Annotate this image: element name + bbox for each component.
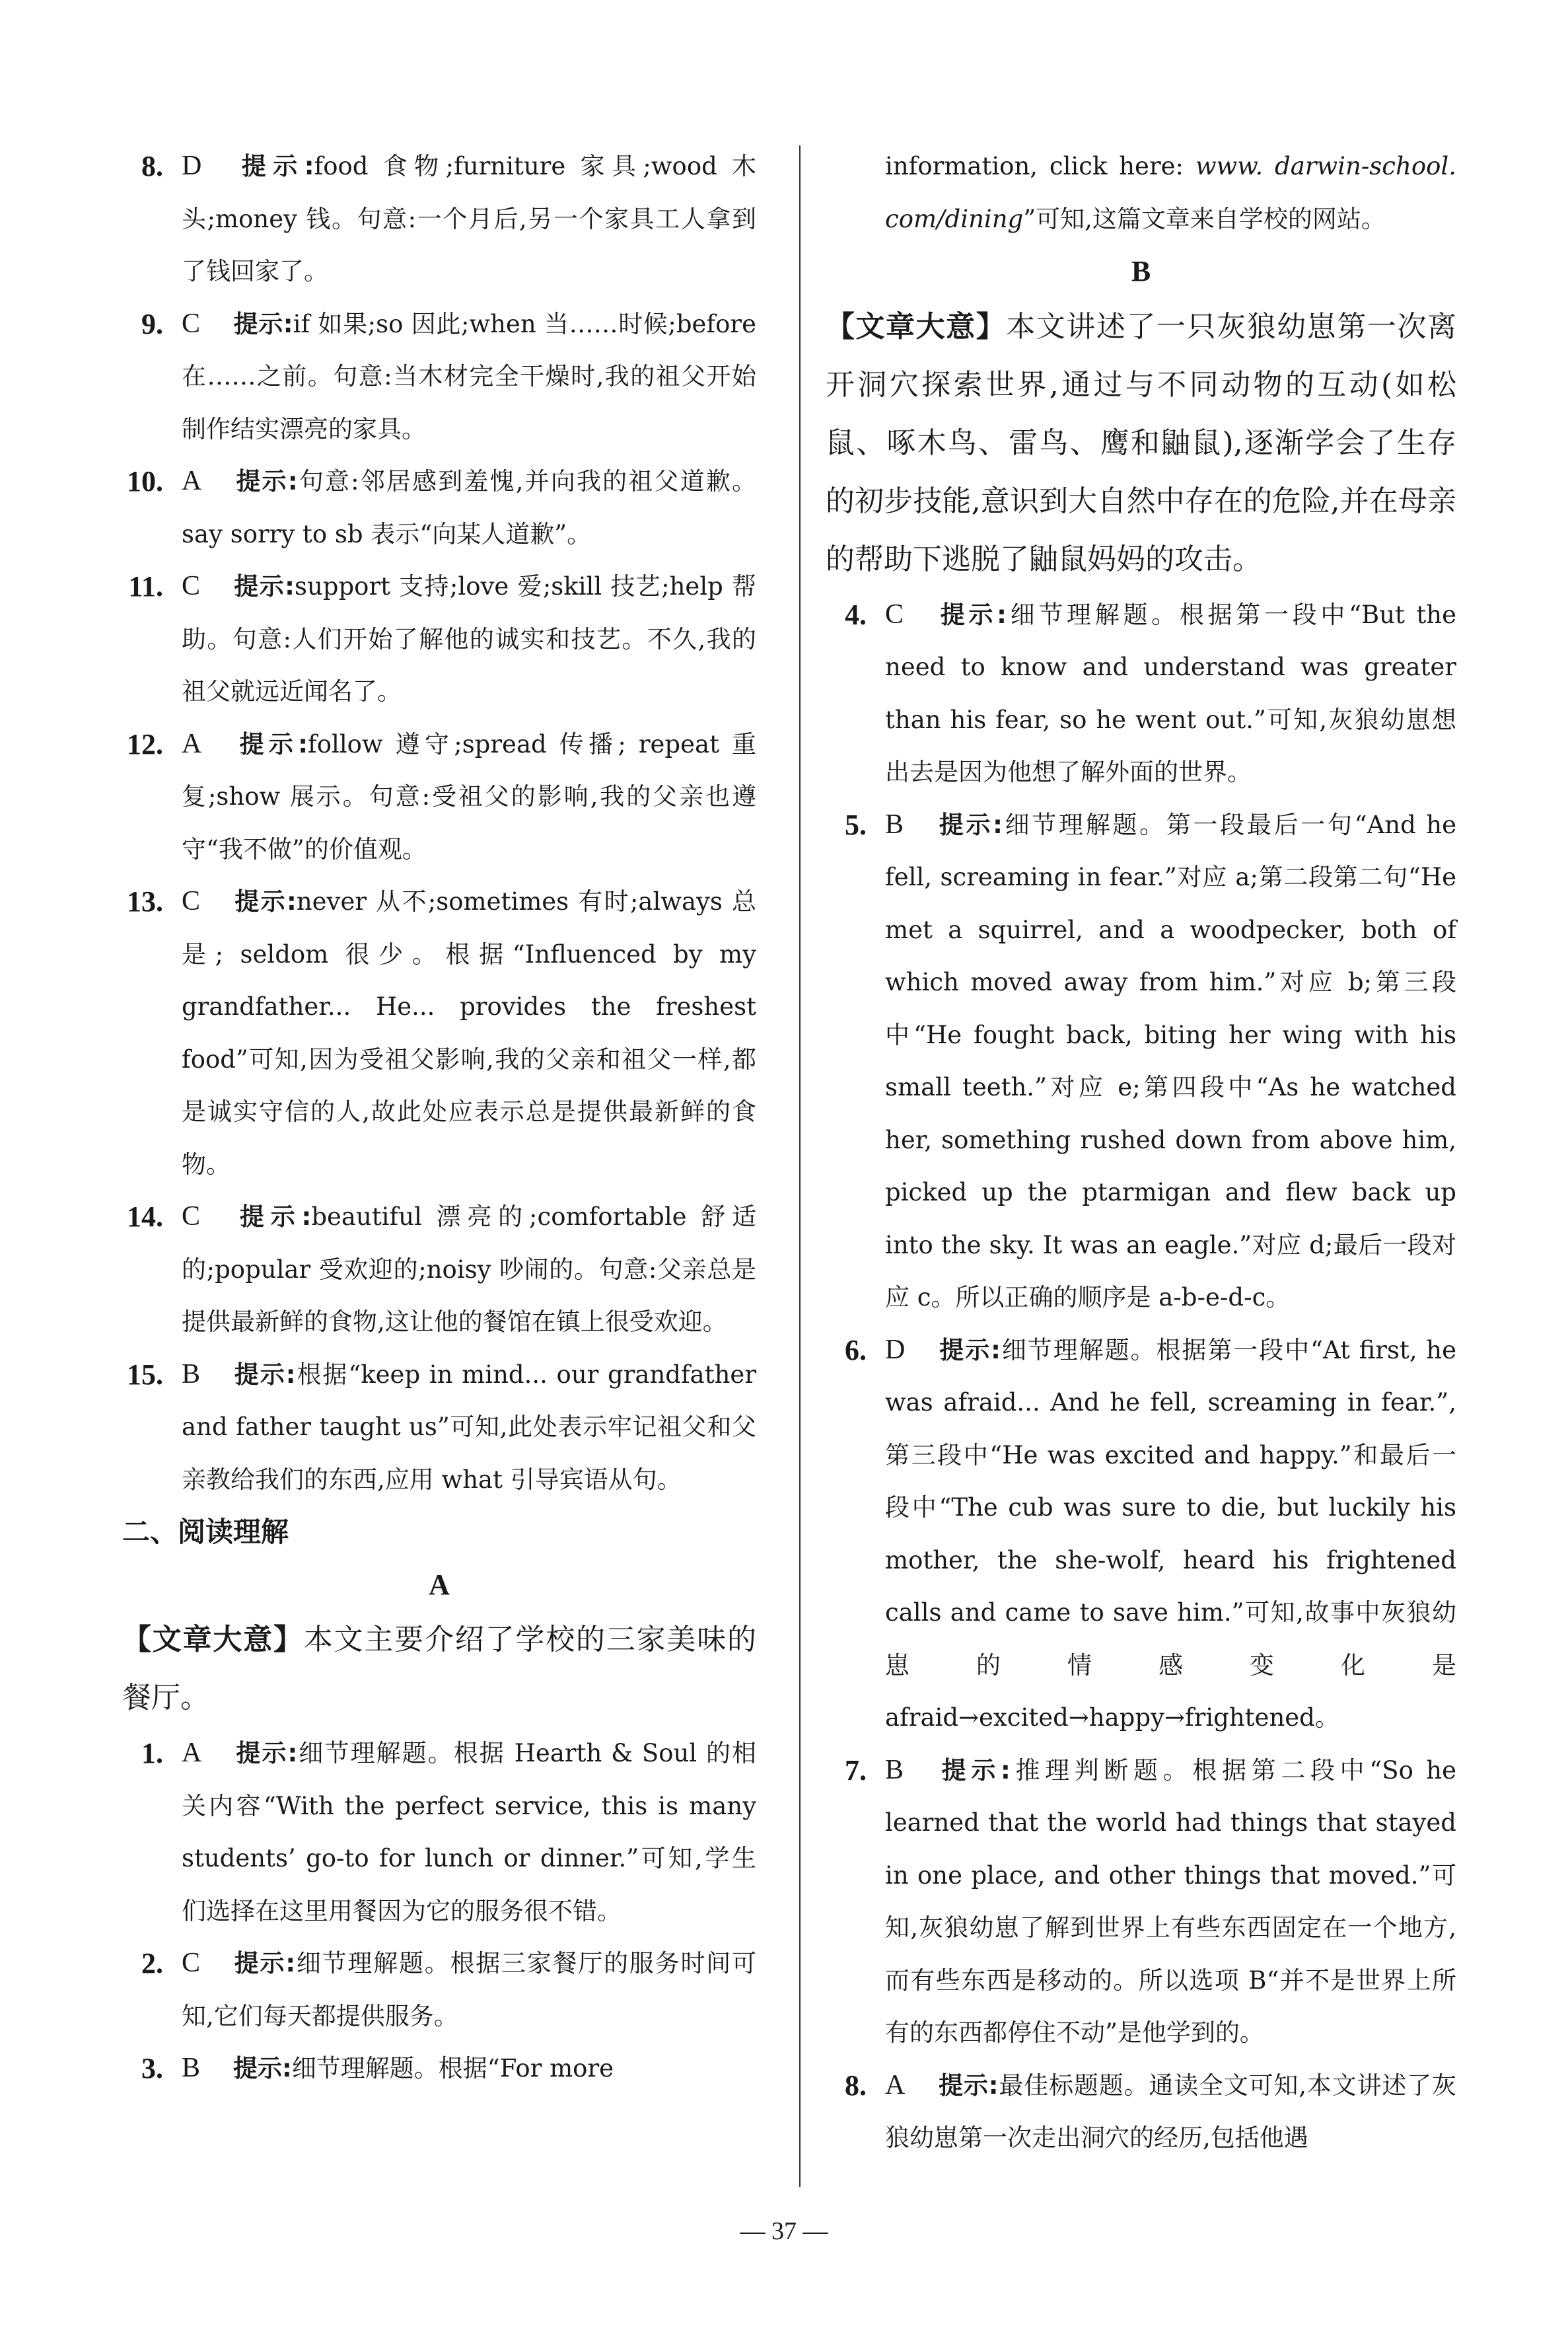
answer-item — [122, 1937, 756, 2042]
question-number: 13. — [127, 885, 163, 918]
column-divider — [799, 145, 801, 2187]
hint-label: 提示: — [937, 1755, 1011, 1785]
question-number: 15. — [127, 1358, 163, 1391]
answer-item — [122, 1348, 756, 1506]
hint-label: 提示: — [938, 2071, 999, 2100]
left-answer-list — [122, 140, 756, 1506]
question-number: 8. — [141, 150, 163, 182]
summary-label: 【文章大意】 — [122, 1623, 304, 1656]
answer-letter: B — [885, 1754, 904, 1785]
answer-item — [122, 2042, 756, 2095]
answer-item — [122, 298, 756, 456]
hint-label: 提示: — [233, 309, 293, 338]
question-number: 1. — [141, 1737, 163, 1769]
right-column — [826, 140, 1456, 2164]
hint-text: 细节理解题。第一段最后一句“And he fell, screaming in fear.”对应 a;第二段第二句“He met a squirrel, and a woodpecker, both of which moved away from him.”对应 b;第三段中“He fought back, biting her wing with his small teeth.”对应 e;第四段中“As he watched her, something rushed down from above him, picked up the ptarmigan and flew back up into the sky. It was an eagle.”对应 d;最后一段对应 c。所以正确的顺序是 a-b-e-d-c。 — [885, 810, 1456, 1311]
question-number: 3. — [141, 2052, 163, 2085]
hint-label: 提示: — [233, 1202, 312, 1231]
answer-item — [122, 1727, 756, 1937]
part-b-answer-list — [826, 589, 1456, 2164]
question-number: 10. — [127, 465, 163, 498]
summary-text: 本文讲述了一只灰狼幼崽第一次离开洞穴探索世界,通过与不同动物的互动(如松鼠、啄木鸟、雷鸟、鹰和鼬鼠),逐渐学会了生存的初步技能,意识到大自然中存在的危险,并在母亲的帮助下逃脱了鼬鼠妈妈的攻击。 — [826, 309, 1457, 576]
question-number: 5. — [845, 808, 867, 841]
answer-letter: A — [182, 1738, 202, 1768]
answer-letter: C — [182, 886, 201, 916]
question-number: 12. — [127, 727, 163, 760]
part-a-answer-list — [122, 1727, 756, 2095]
continuation-text: information, click here: — [885, 152, 1195, 180]
answer-item — [122, 455, 756, 560]
hint-label: 提示: — [234, 729, 308, 758]
answer-item — [826, 799, 1456, 1324]
hint-label: 提示: — [233, 1949, 296, 1977]
hint-label: 提示: — [233, 2054, 292, 2083]
question-number: 2. — [141, 1947, 163, 1979]
hint-text: never 从不;sometimes 有时;always 总是; seldom 很少。根据“Influenced by my grandfather... He... provides the freshest food”可知,因为受祖父影响,我的父亲和祖父一样,都是诚实守信的人,故此处应表示总是提供最新鲜的食物。 — [182, 887, 756, 1179]
answer-letter: D — [182, 151, 202, 181]
answer-item — [122, 875, 756, 1191]
continuation-text-end: ”可知,这篇文章来自学校的网站。 — [1023, 204, 1386, 233]
part-a-summary — [122, 1611, 756, 1727]
answer-item — [122, 718, 756, 876]
hint-text: 推理判断题。根据第二段中“So he learned that the world had things that stayed in one place, and other things that moved.”可知,灰狼幼崽了解到世界上有些东西固定在一个地方,而有些东西是移动的。所以选项 B“并不是世界上所有的东西都停住不动”是他学到的。 — [885, 1755, 1456, 2047]
website-url: www. darwin-school. com/dining — [885, 152, 1456, 233]
page-number: — 37 — — [740, 2217, 828, 2245]
summary-label: 【文章大意】 — [826, 309, 1007, 344]
part-b-heading: B — [1131, 255, 1151, 287]
hint-text: food 食物;furniture 家具;wood 木头;money 钱。句意:一个月后,另一个家具工人拿到了钱回家了。 — [182, 152, 757, 285]
hint-label: 提示: — [234, 1739, 298, 1767]
answer-item — [826, 2059, 1456, 2164]
hint-text: 最佳标题题。通读全文可知,本文讲述了灰狼幼崽第一次走出洞穴的经历,包括他遇 — [885, 2071, 1456, 2152]
answer-letter: A — [885, 2069, 906, 2100]
hint-text: if 如果;so 因此;when 当……时候;before 在……之前。句意:当木材完全干燥时,我的祖父开始制作结实漂亮的家具。 — [182, 309, 756, 443]
item-3-continuation — [826, 140, 1456, 245]
question-number: 8. — [845, 2069, 867, 2102]
question-number: 6. — [845, 1333, 867, 1366]
answer-letter: A — [182, 728, 202, 759]
answer-letter: C — [885, 599, 904, 630]
answer-letter: C — [182, 571, 201, 601]
answer-item — [826, 1324, 1456, 1744]
answer-letter: C — [182, 1201, 201, 1232]
hint-text: beautiful 漂亮的;comfortable 舒适的;popular 受欢迎的;noisy 吵闹的。句意:父亲总是提供最新鲜的食物,这让他的餐馆在镇上很受欢迎。 — [182, 1202, 756, 1336]
hint-label: 提示: — [233, 572, 295, 601]
left-column — [122, 140, 756, 2095]
hint-text: follow 遵守;spread 传播; repeat 重复;show 展示。句意:受祖父的影响,我的父亲也遵守“我不做”的价值观。 — [182, 729, 756, 864]
question-number: 9. — [141, 307, 163, 340]
answer-letter: B — [182, 2053, 201, 2083]
section-title: 二、阅读理解 — [122, 1516, 289, 1548]
hint-label: 提示: — [233, 1360, 296, 1389]
hint-label: 提示: — [938, 1335, 1001, 1364]
answer-letter: C — [182, 1948, 201, 1978]
answer-item — [122, 1191, 756, 1348]
question-number: 4. — [845, 598, 867, 631]
hint-text: support 支持;love 爱;skill 技艺;help 帮助。句意:人们开始了解他的诚实和技艺。不久,我的祖父就远近闻名了。 — [182, 572, 756, 706]
hint-text: 细节理解题。根据“For more — [291, 2054, 614, 2083]
hint-text: 细节理解题。根据第一段中“At first, he was afraid... And he fell, screaming in fear.”,第三段中“He was excited and happy.”和最后一段中“The cub was sure to die, but luckily his mother, the she-wolf, heard his frightened calls and came to save him.”可知,故事中灰狼幼崽的情感变化是 afraid→excited→happy→frightened。 — [885, 1335, 1456, 1732]
question-number: 7. — [845, 1753, 867, 1787]
answer-item — [122, 140, 756, 298]
summary-text: 本文主要介绍了学校的三家美味的餐厅。 — [122, 1623, 757, 1715]
hint-label: 提示: — [233, 887, 297, 916]
question-number: 14. — [127, 1200, 163, 1233]
hint-label: 提示: — [937, 600, 1007, 629]
answer-item — [122, 560, 756, 718]
hint-label: 提示: — [937, 810, 1003, 839]
hint-label: 提示: — [234, 467, 298, 496]
question-number: 11. — [128, 570, 163, 603]
part-a-heading: A — [429, 1568, 450, 1601]
answer-letter: B — [885, 809, 904, 840]
answer-letter: C — [182, 308, 201, 339]
hint-text: 细节理解题。根据三家餐厅的服务时间可知,它们每天都提供服务。 — [182, 1949, 756, 2030]
answer-item — [826, 589, 1456, 799]
answer-letter: B — [182, 1358, 201, 1389]
hint-text: 细节理解题。根据第一段中“But the need to know and understand was greater than his fear, so he went out.”可知,灰狼幼崽想出去是因为他想了解外面的世界。 — [885, 600, 1456, 786]
hint-text: 句意:邻居感到羞愧,并向我的祖父道歉。say sorry to sb 表示“向某人道歉”。 — [182, 467, 756, 548]
answer-letter: D — [885, 1334, 906, 1365]
answer-item — [826, 1744, 1456, 2059]
hint-label: 提示: — [234, 152, 314, 180]
hint-text: 细节理解题。根据 Hearth & Soul 的相关内容“With the perfect service, this is many students’ go-to for lunch or dinner.”可知,学生们选择在这里用餐因为它的服务很不错。 — [182, 1739, 757, 1925]
answer-letter: A — [182, 466, 202, 496]
part-b-summary — [826, 298, 1456, 589]
hint-text: 根据“keep in mind... our grandfather and father taught us”可知,此处表示牢记祖父和父亲教给我们的东西,应用 what 引导宾语从句。 — [182, 1360, 757, 1494]
